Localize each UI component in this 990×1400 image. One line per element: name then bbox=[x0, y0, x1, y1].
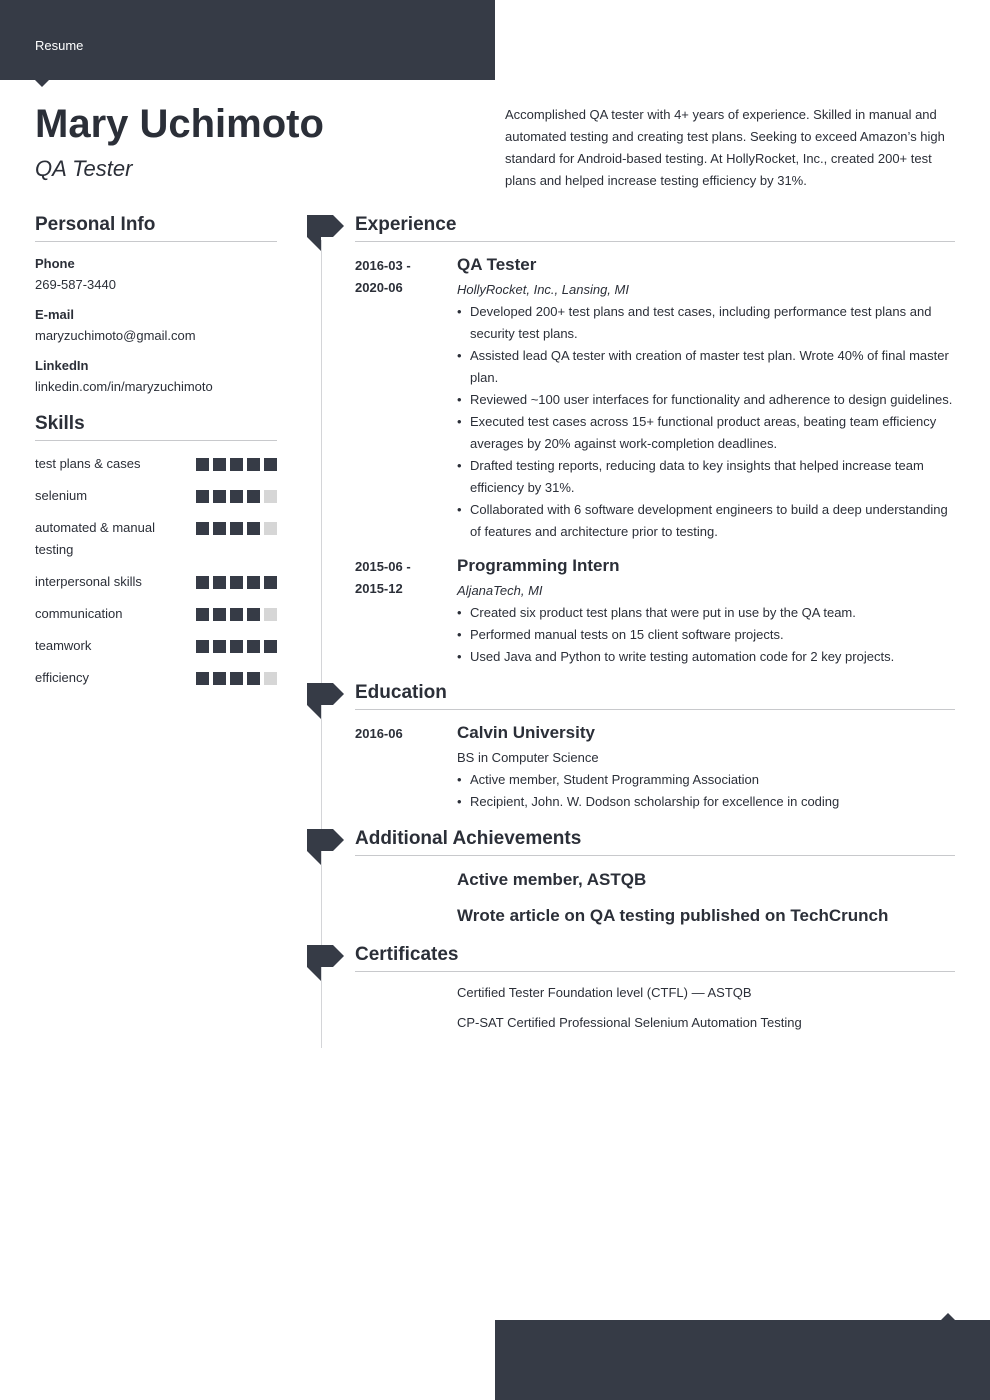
bullet-list bbox=[457, 602, 955, 668]
skill-dot-empty bbox=[264, 490, 277, 503]
skill-row bbox=[35, 635, 277, 657]
experience-entry bbox=[355, 254, 955, 543]
skill-name: test plans & cases bbox=[35, 456, 141, 471]
bullet-item: • Active member, Student Programming Association bbox=[457, 769, 955, 791]
banner-notch bbox=[35, 80, 49, 87]
certificates-section bbox=[355, 944, 955, 1034]
bullet-item: • Performed manual tests on 15 client software projects. bbox=[457, 624, 955, 646]
skill-dot-filled bbox=[196, 640, 209, 653]
section-flag-icon bbox=[307, 945, 343, 983]
experience-entry bbox=[355, 555, 955, 668]
entry-date: 2016-03 - 2020-06 bbox=[355, 258, 411, 295]
section-flag-icon bbox=[307, 829, 343, 867]
skill-rating bbox=[196, 640, 277, 653]
education-heading: Education bbox=[355, 682, 955, 710]
skill-dot-filled bbox=[213, 576, 226, 589]
skill-dot-filled bbox=[230, 608, 243, 621]
skill-row bbox=[35, 517, 277, 561]
skill-dot-filled bbox=[196, 490, 209, 503]
candidate-job-title: QA Tester bbox=[35, 156, 133, 181]
skill-rating bbox=[196, 522, 277, 535]
entry-date: 2016-06 bbox=[355, 726, 403, 741]
skill-dot-filled bbox=[247, 640, 260, 653]
skill-dot-filled bbox=[230, 640, 243, 653]
skill-name: interpersonal skills bbox=[35, 574, 142, 589]
skill-dot-filled bbox=[196, 522, 209, 535]
skill-dot-filled bbox=[264, 640, 277, 653]
bullet-item: • Used Java and Python to write testing automation code for 2 key projects. bbox=[457, 646, 955, 668]
achievements-heading: Additional Achievements bbox=[355, 828, 955, 856]
bullet-item: • Recipient, John. W. Dodson scholarship for excellence in coding bbox=[457, 791, 955, 813]
bullet-item: • Reviewed ~100 user interfaces for functionality and adherence to design guidelines. bbox=[457, 389, 955, 411]
skill-dot-filled bbox=[230, 490, 243, 503]
skill-dot-empty bbox=[264, 672, 277, 685]
skill-dot-filled bbox=[264, 458, 277, 471]
skill-dot-filled bbox=[247, 490, 260, 503]
skill-dot-filled bbox=[230, 522, 243, 535]
employer: AljanaTech, MI bbox=[457, 583, 543, 598]
skill-dot-filled bbox=[230, 576, 243, 589]
bullet-list bbox=[457, 769, 955, 813]
skill-dot-filled bbox=[213, 640, 226, 653]
bullet-item: • Drafted testing reports, reducing data to key insights that helped increase team efficiency by 31%. bbox=[457, 455, 955, 499]
certificate-item: CP-SAT Certified Professional Selenium Automation Testing bbox=[457, 1015, 802, 1030]
skill-name: teamwork bbox=[35, 638, 92, 653]
skill-dot-filled bbox=[213, 608, 226, 621]
skill-dot-filled bbox=[247, 672, 260, 685]
skill-dot-filled bbox=[230, 672, 243, 685]
school-name: Calvin University bbox=[457, 723, 595, 742]
entry-date: 2015-06 - 2015-12 bbox=[355, 559, 411, 596]
skill-dot-filled bbox=[196, 458, 209, 471]
candidate-name: Mary Uchimoto bbox=[35, 102, 324, 146]
skill-dot-filled bbox=[247, 576, 260, 589]
education-section bbox=[355, 682, 955, 813]
skill-row bbox=[35, 667, 277, 689]
skill-dot-filled bbox=[247, 522, 260, 535]
employer: HollyRocket, Inc., Lansing, MI bbox=[457, 282, 629, 297]
skill-name: communication bbox=[35, 606, 123, 621]
skill-dot-filled bbox=[213, 490, 226, 503]
section-flag-icon bbox=[307, 683, 343, 721]
experience-heading: Experience bbox=[355, 214, 955, 242]
skill-dot-filled bbox=[196, 672, 209, 685]
skill-dot-filled bbox=[264, 576, 277, 589]
skill-dot-empty bbox=[264, 522, 277, 535]
bullet-item: • Developed 200+ test plans and test cases, including performance test plans and security test plans. bbox=[457, 301, 955, 345]
personal-info-heading: Personal Info bbox=[35, 214, 277, 242]
skill-name: automated & manual testing bbox=[35, 520, 155, 557]
skills-heading: Skills bbox=[35, 413, 277, 441]
top-banner bbox=[0, 0, 495, 80]
bullet-item: • Created six product test plans that were put in use by the QA team. bbox=[457, 602, 955, 624]
skill-row bbox=[35, 485, 277, 507]
bullet-item: • Collaborated with 6 software development engineers to build a deep understanding of features and architecture prior to testing. bbox=[457, 499, 955, 543]
degree: BS in Computer Science bbox=[457, 750, 599, 765]
profile-summary: Accomplished QA tester with 4+ years of experience. Skilled in manual and automated testing and creating test plans. Seeking to exceed Amazon’s high standard for Android-based testing. At HollyRocket, Inc., created 200+ test plans and helped increase testing efficiency by 31%. bbox=[505, 107, 945, 188]
certificates-heading: Certificates bbox=[355, 944, 955, 972]
skill-dot-filled bbox=[230, 458, 243, 471]
bullet-list bbox=[457, 301, 955, 543]
bullet-item: • Assisted lead QA tester with creation of master test plan. Wrote 40% of final master plan. bbox=[457, 345, 955, 389]
skill-rating bbox=[196, 490, 277, 503]
achievement-item: Wrote article on QA testing published on TechCrunch bbox=[457, 906, 889, 925]
skill-rating bbox=[196, 608, 277, 621]
skill-row bbox=[35, 453, 277, 475]
education-entry bbox=[355, 722, 955, 813]
skill-name: efficiency bbox=[35, 670, 89, 685]
skill-dot-filled bbox=[247, 608, 260, 621]
left-column bbox=[35, 214, 277, 689]
achievements-section bbox=[355, 828, 955, 927]
email-value: maryzuchimoto@gmail.com bbox=[35, 328, 196, 343]
skill-rating bbox=[196, 672, 277, 685]
bullet-item: • Executed test cases across 15+ functional product areas, beating team efficiency averages by 20% against work-completion deadlines. bbox=[457, 411, 955, 455]
skill-dot-filled bbox=[213, 458, 226, 471]
skill-dot-filled bbox=[213, 522, 226, 535]
skill-dot-empty bbox=[264, 608, 277, 621]
banner-label: Resume bbox=[35, 38, 84, 53]
footer-notch bbox=[941, 1313, 955, 1320]
skills-list bbox=[35, 453, 277, 689]
email-label: E-mail bbox=[35, 307, 75, 322]
linkedin-value: linkedin.com/in/maryzuchimoto bbox=[35, 379, 213, 394]
skill-row bbox=[35, 603, 277, 625]
linkedin-label: LinkedIn bbox=[35, 358, 89, 373]
skill-dot-filled bbox=[213, 672, 226, 685]
job-title: QA Tester bbox=[457, 255, 537, 274]
skill-rating bbox=[196, 576, 277, 589]
skill-dot-filled bbox=[196, 608, 209, 621]
experience-section bbox=[355, 214, 955, 668]
skill-name: selenium bbox=[35, 488, 88, 503]
timeline-line bbox=[321, 240, 322, 1048]
footer-banner bbox=[495, 1320, 990, 1400]
skill-rating bbox=[196, 458, 277, 471]
phone-value: 269-587-3440 bbox=[35, 277, 116, 292]
achievement-item: Active member, ASTQB bbox=[457, 870, 647, 889]
skill-row bbox=[35, 571, 277, 593]
section-flag-icon bbox=[307, 215, 343, 253]
skill-dot-filled bbox=[196, 576, 209, 589]
phone-label: Phone bbox=[35, 256, 75, 271]
job-title: Programming Intern bbox=[457, 556, 620, 575]
certificate-item: Certified Tester Foundation level (CTFL) — ASTQB bbox=[457, 985, 752, 1000]
skill-dot-filled bbox=[247, 458, 260, 471]
